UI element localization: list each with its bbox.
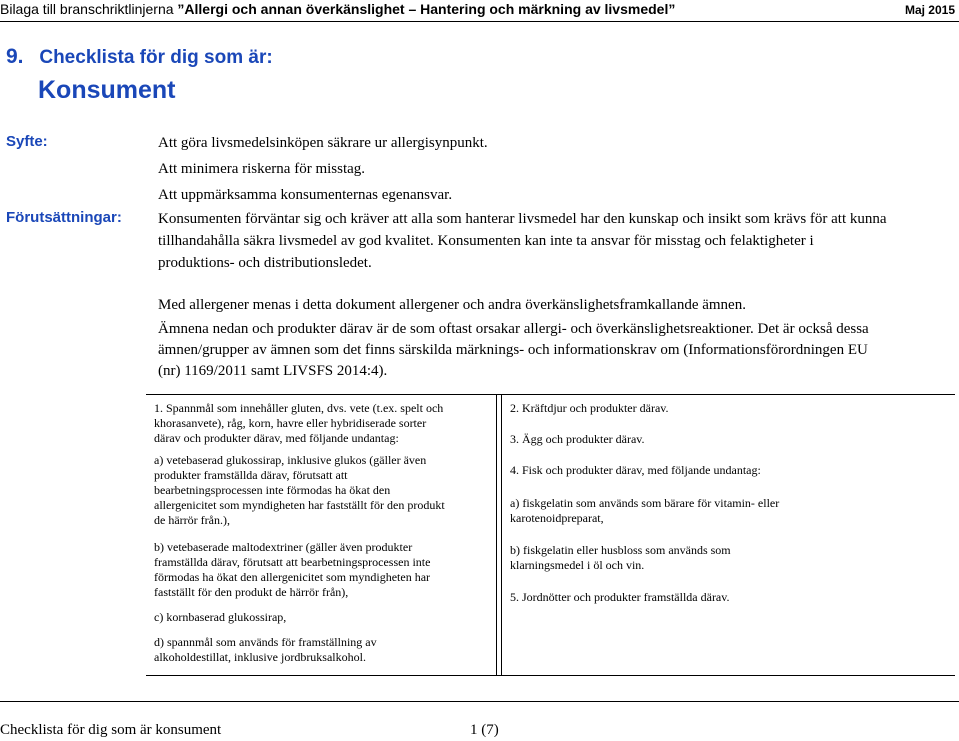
fisk-exception-b	[510, 543, 731, 573]
page-number: 1 (7)	[470, 722, 499, 738]
text-line: därav och produkter därav, med följande undantag:	[154, 431, 399, 445]
header-date: Maj 2015	[904, 3, 955, 17]
text-line: karotenoidpreparat,	[510, 511, 604, 525]
text-line: produkter framställda därav, förutsatt att	[154, 468, 348, 482]
text-line: fastställt för den produkt de härrör från),	[154, 585, 349, 599]
allergen-item-agg	[510, 432, 645, 447]
allergen-item-kraftdjur	[510, 401, 669, 416]
allergen-item-fisk	[510, 463, 761, 478]
text-line: 4. Fisk och produkter därav, med följande undantag:	[510, 463, 761, 477]
forutsattningar-line: Konsumenten förväntar sig och kräver att alla som hanterar livsmedel har den kunskap och insikt som krävs för att kunna	[158, 211, 887, 227]
forutsattningar-line: produktions- och distributionsledet.	[158, 255, 372, 271]
header-prefix: Bilaga till branschriktlinjerna	[0, 1, 178, 17]
allergen-item-jordnotter	[510, 590, 729, 605]
allergener-line: Med allergener menas i detta dokument allergener och andra överkänslighetsframkallande ämnen.	[158, 297, 746, 313]
fisk-exception-a	[510, 496, 779, 526]
text-line: a) fiskgelatin som används som bärare för vitamin- eller	[510, 496, 780, 510]
text-line: b) fiskgelatin eller husbloss som används som	[510, 543, 731, 557]
page-footer	[0, 701, 959, 741]
allergener-line: ämnen/grupper av ämnen som det finns särskilda märknings- och informationskrav om (Informationsförordningen EU	[158, 342, 868, 358]
footer-title: Checklista för dig som är konsument	[0, 722, 222, 738]
forutsattningar-text	[158, 209, 887, 273]
syfte-label: Syfte:	[6, 133, 48, 150]
forutsattningar-label: Förutsättningar:	[6, 209, 122, 226]
allergener-definition	[158, 295, 869, 381]
header-title	[0, 1, 675, 17]
syfte-line: Att göra livsmedelsinköpen säkrare ur allergisynpunkt.	[158, 135, 488, 151]
section-number: 9.	[6, 45, 24, 68]
text-line: khorasanvete), råg, korn, havre eller hybridiserade sorter	[154, 416, 427, 430]
forutsattningar-line: tillhandahålla säkra livsmedel av god kvalitet. Konsumenten kan inte ta ansvar för misstag och felaktigheter i	[158, 233, 814, 249]
text-line: 1. Spannmål som innehåller gluten, dvs. vete (t.ex. spelt och	[154, 401, 444, 415]
allergener-line: (nr) 1169/2011 samt LIVSFS 2014:4).	[158, 363, 388, 379]
allergen-item-gluten	[154, 401, 443, 446]
text-line: allergenicitet som myndigheten har fastställt för den produkt	[154, 498, 445, 512]
exception-b	[154, 540, 430, 600]
text-line: c) kornbaserad glukossirap,	[154, 610, 287, 624]
text-line: b) vetebaserade maltodextriner (gäller även produkter	[154, 540, 413, 554]
syfte-line: Att uppmärksamma konsumenternas egenansvar.	[158, 187, 453, 203]
allergen-table	[146, 394, 955, 676]
text-line: alkoholdestillat, inklusive jordbruksalkohol.	[154, 650, 366, 664]
syfte-line: Att minimera riskerna för misstag.	[158, 161, 366, 177]
allergen-column-left	[146, 395, 497, 675]
text-line: framställda därav, förutsatt att bearbetningsprocessen inte	[154, 555, 431, 569]
exception-d	[154, 635, 377, 665]
text-line: bearbetningsprocessen inte förmodas ha ökat den	[154, 483, 391, 497]
exception-c	[154, 610, 286, 625]
allergener-line: Ämnena nedan och produkter därav är de som oftast orsakar allergi- och överkänslighetsreaktioner. Det är också dessa	[158, 321, 869, 337]
text-line: förmodas ha ökat den allergenicitet som myndigheten har	[154, 570, 431, 584]
text-line: 3. Ägg och produkter därav.	[510, 432, 645, 446]
text-line: d) spannmål som används för framställning av	[154, 635, 377, 649]
syfte-text	[158, 133, 488, 205]
page-header	[0, 0, 959, 20]
section-heading	[6, 45, 273, 69]
section-subtitle: Konsument	[38, 76, 176, 104]
allergen-column-right	[501, 395, 956, 675]
text-line: 2. Kräftdjur och produkter därav.	[510, 401, 669, 415]
text-line: klarningsmedel i öl och vin.	[510, 558, 645, 572]
text-line: de härrör från.),	[154, 513, 230, 527]
section-title: Checklista för dig som är:	[39, 47, 273, 68]
exception-a	[154, 453, 445, 528]
text-line: a) vetebaserad glukossirap, inklusive glukos (gäller även	[154, 453, 427, 467]
header-guideline-title: ”Allergi och annan överkänslighet – Hantering och märkning av livsmedel”	[177, 1, 676, 17]
header-divider	[0, 21, 959, 22]
text-line: 5. Jordnötter och produkter framställda därav.	[510, 590, 730, 604]
